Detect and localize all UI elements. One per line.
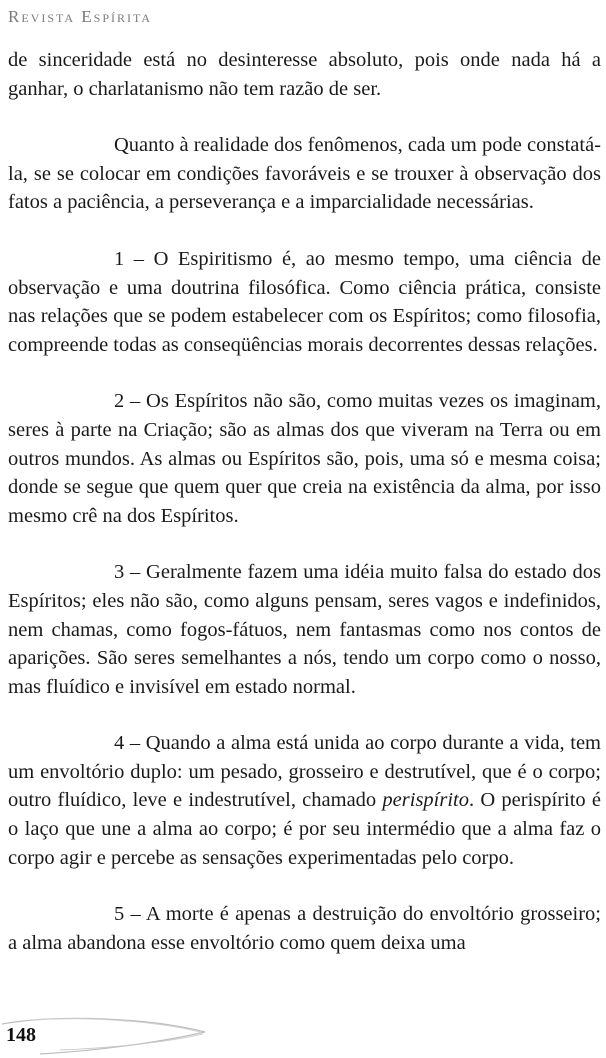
paragraph-item-4-text-after: . O perispírito é o laço que une a alma ao corpo; é por seu intermédio que a alma faz o corpo agir e percebe as sensações experimentadas pelo corpo. xyxy=(8,789,601,869)
paragraph-item-3: 3 – Geralmente fazem uma idéia muito falsa do estado dos Espíritos; eles não são, como alguns pensam, seres vagos e indefinidos, nem chamas, como fogos-fátuos, nem fantasmas como nos contos de aparições. São seres semelhantes a nós, tendo um corpo como o nosso, mas fluídico e invisível em estado normal. xyxy=(8,561,601,698)
paragraph-item-1: 1 – O Espiritismo é, ao mesmo tempo, uma ciência de observação e uma doutrina filosófica. Como ciência prática, consiste nas relações que se podem estabelecer com os Espíritos; como filosofia, compreende todas as conseqüências morais decorrentes dessas relações. xyxy=(8,247,601,356)
paragraph-item-4-text-before: 4 – Quando a alma está unida ao corpo durante a vida, tem um envoltório duplo: um pesado, grosseiro e destrutível, que é o corpo; outro fluídico, leve e indestrutível, chamado xyxy=(8,732,601,812)
footer-swoosh-ornament xyxy=(0,1010,606,1058)
paragraph-item-2: 2 – Os Espíritos não são, como muitas vezes os imaginam, seres à parte na Criação; são as almas dos que viveram na Terra ou em outros mundos. As almas ou Espíritos são, pois, uma só e mesma coisa; donde se segue que quem quer que creia na existência da alma, por isso mesmo crê na dos Espíritos. xyxy=(8,390,601,527)
page-number: 148 xyxy=(6,1024,36,1046)
body-text xyxy=(8,46,601,957)
paragraph-continuation: de sinceridade está no desinteresse absoluto, pois onde nada há a ganhar, o charlatanismo não tem razão de ser. xyxy=(8,49,601,100)
paragraph-item-4-italic-term: perispírito xyxy=(382,789,469,812)
paragraph-fenomenos: Quanto à realidade dos fenômenos, cada um pode constatá-la, se se colocar em condições favoráveis e se trouxer à observação dos fatos a paciência, a perseverança e a imparcialidade necessárias. xyxy=(8,134,601,214)
running-header: Revista Espírita xyxy=(8,7,153,26)
paragraph-item-4 xyxy=(8,729,601,872)
paragraph-item-5: 5 – A morte é apenas a destruição do envoltório grosseiro; a alma abandona esse envoltório como quem deixa uma xyxy=(8,903,601,954)
